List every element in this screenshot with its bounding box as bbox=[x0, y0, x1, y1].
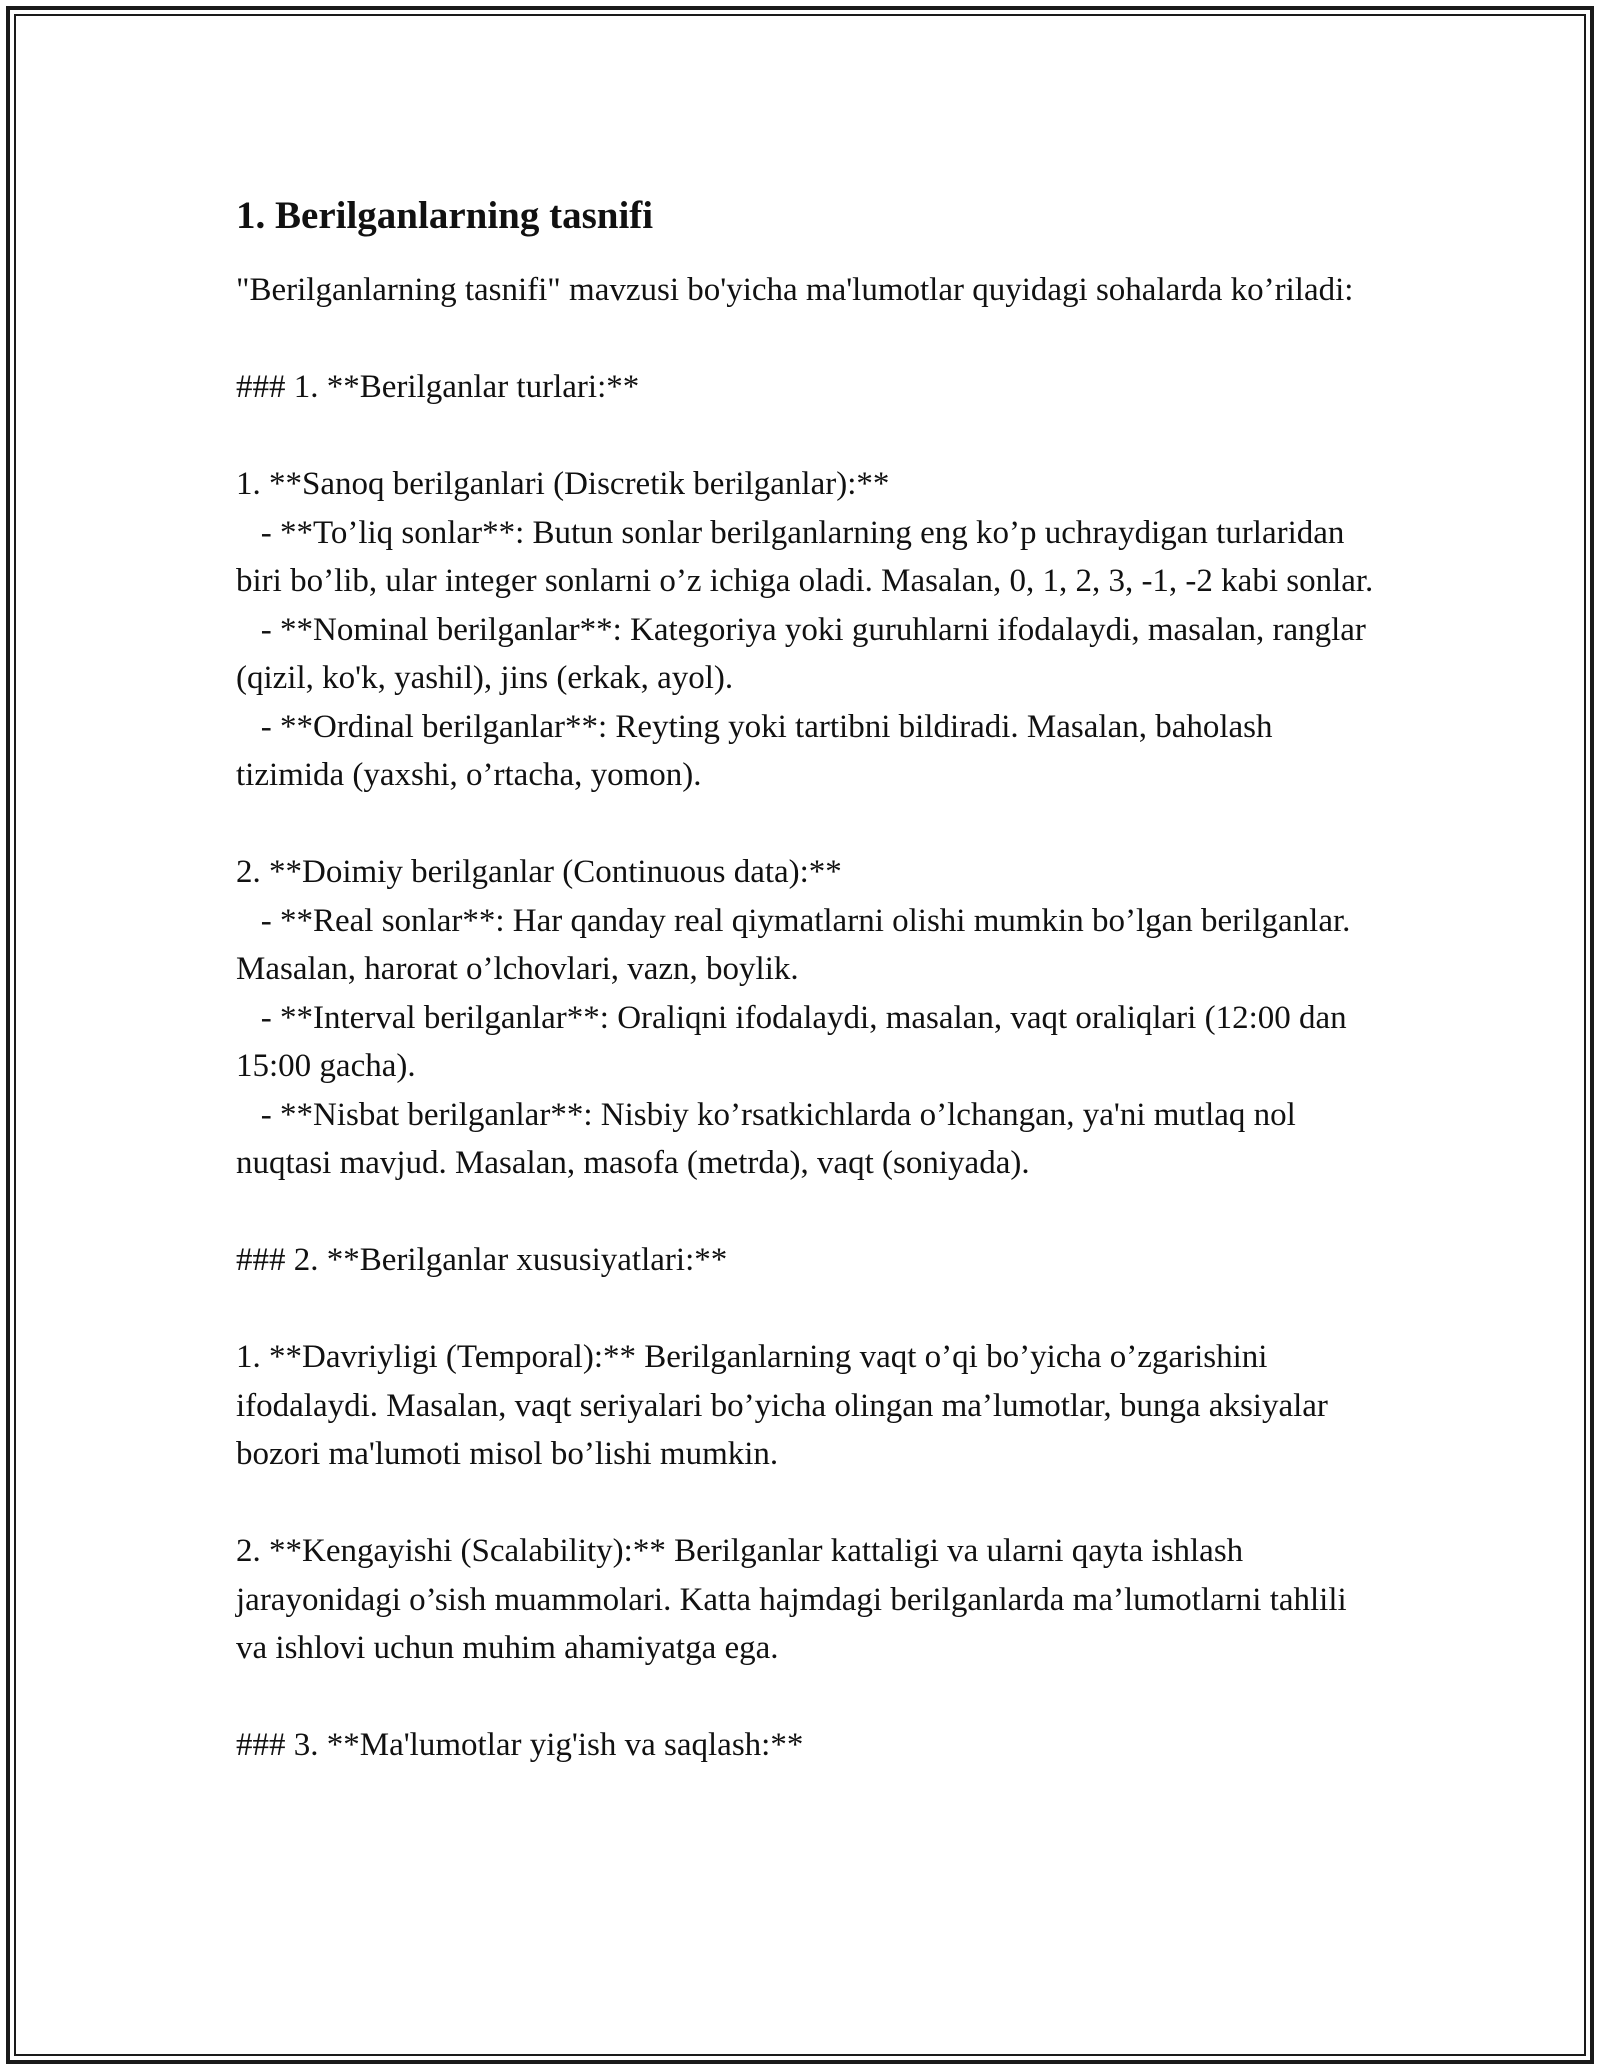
doimiy-item-real-sonlar: - **Real sonlar**: Har qanday real qiymatlarni olishi mumkin bo’lgan berilganlar. Masalan, harorat o’lchovlari, vazn, boylik. bbox=[236, 902, 1359, 987]
xususiyat-kengayishi: 2. **Kengayishi (Scalability):** Berilganlar kattaligi va ularni qayta ishlash jarayonidagi o’sish muammolari. Katta hajmdagi berilganlarda ma’lumotlarni tahlili va ishlovi uchun muhim ahamiyatga ega. bbox=[236, 1533, 1355, 1666]
spacer bbox=[236, 1479, 1376, 1528]
spacer bbox=[236, 1673, 1376, 1722]
sanoq-item-nominal: - **Nominal berilganlar**: Kategoriya yoki guruhlarni ifodalaydi, masalan, ranglar (qizil, ko'k, yashil), jins (erkak, ayol). bbox=[236, 611, 1375, 696]
spacer bbox=[236, 800, 1376, 849]
spacer bbox=[236, 1285, 1376, 1334]
doimiy-item-nisbat: - **Nisbat berilganlar**: Nisbiy ko’rsatkichlarda o’lchangan, ya'ni mutlaq nol nuqtasi mavjud. Masalan, masofa (metrda), vaqt (soniyada). bbox=[236, 1096, 1305, 1181]
xususiyat-davriyligi: 1. **Davriyligi (Temporal):** Berilganlarning vaqt o’qi bo’yicha o’zgarishini ifodalaydi. Masalan, vaqt seriyalari bo’yicha olingan ma’lumotlar, bunga aksiyalar bozori ma'lumoti misol bo’lishi mumkin. bbox=[236, 1339, 1337, 1472]
spacer bbox=[236, 412, 1376, 461]
section-2-heading: ### 2. **Berilganlar xususiyatlari:** bbox=[236, 1242, 728, 1278]
section-1-heading: ### 1. **Berilganlar turlari:** bbox=[236, 369, 640, 405]
sanoq-item-toliq-sonlar: - **To’liq sonlar**: Butun sonlar berilganlarning eng ko’p uchraydigan turlaridan biri bo’lib, ular integer sonlarni o’z ichiga oladi. Masalan, 0, 1, 2, 3, -1, -2 kabi sonlar. bbox=[236, 514, 1374, 599]
intro-paragraph: "Berilganlarning tasnifi" mavzusi bo'yicha ma'lumotlar quyidagi sohalarda ko’riladi: bbox=[236, 272, 1354, 308]
doimiy-item-interval: - **Interval berilganlar**: Oraliqni ifodalaydi, masalan, vaqt oraliqlari (12:00 dan 15:00 gacha). bbox=[236, 999, 1355, 1084]
document-title: 1. Berilganlarning tasnifi bbox=[236, 194, 654, 237]
doimiy-heading: 2. **Doimiy berilganlar (Continuous data):** bbox=[236, 854, 842, 890]
sanoq-heading: 1. **Sanoq berilganlari (Discretik berilganlar):** bbox=[236, 466, 890, 502]
document-body bbox=[236, 190, 1376, 1770]
spacer bbox=[236, 1188, 1376, 1237]
section-3-heading: ### 3. **Ma'lumotlar yig'ish va saqlash:** bbox=[236, 1727, 804, 1763]
sanoq-item-ordinal: - **Ordinal berilganlar**: Reyting yoki tartibni bildiradi. Masalan, baholash tizimida (yaxshi, o’rtacha, yomon). bbox=[236, 708, 1281, 793]
spacer bbox=[236, 315, 1376, 364]
